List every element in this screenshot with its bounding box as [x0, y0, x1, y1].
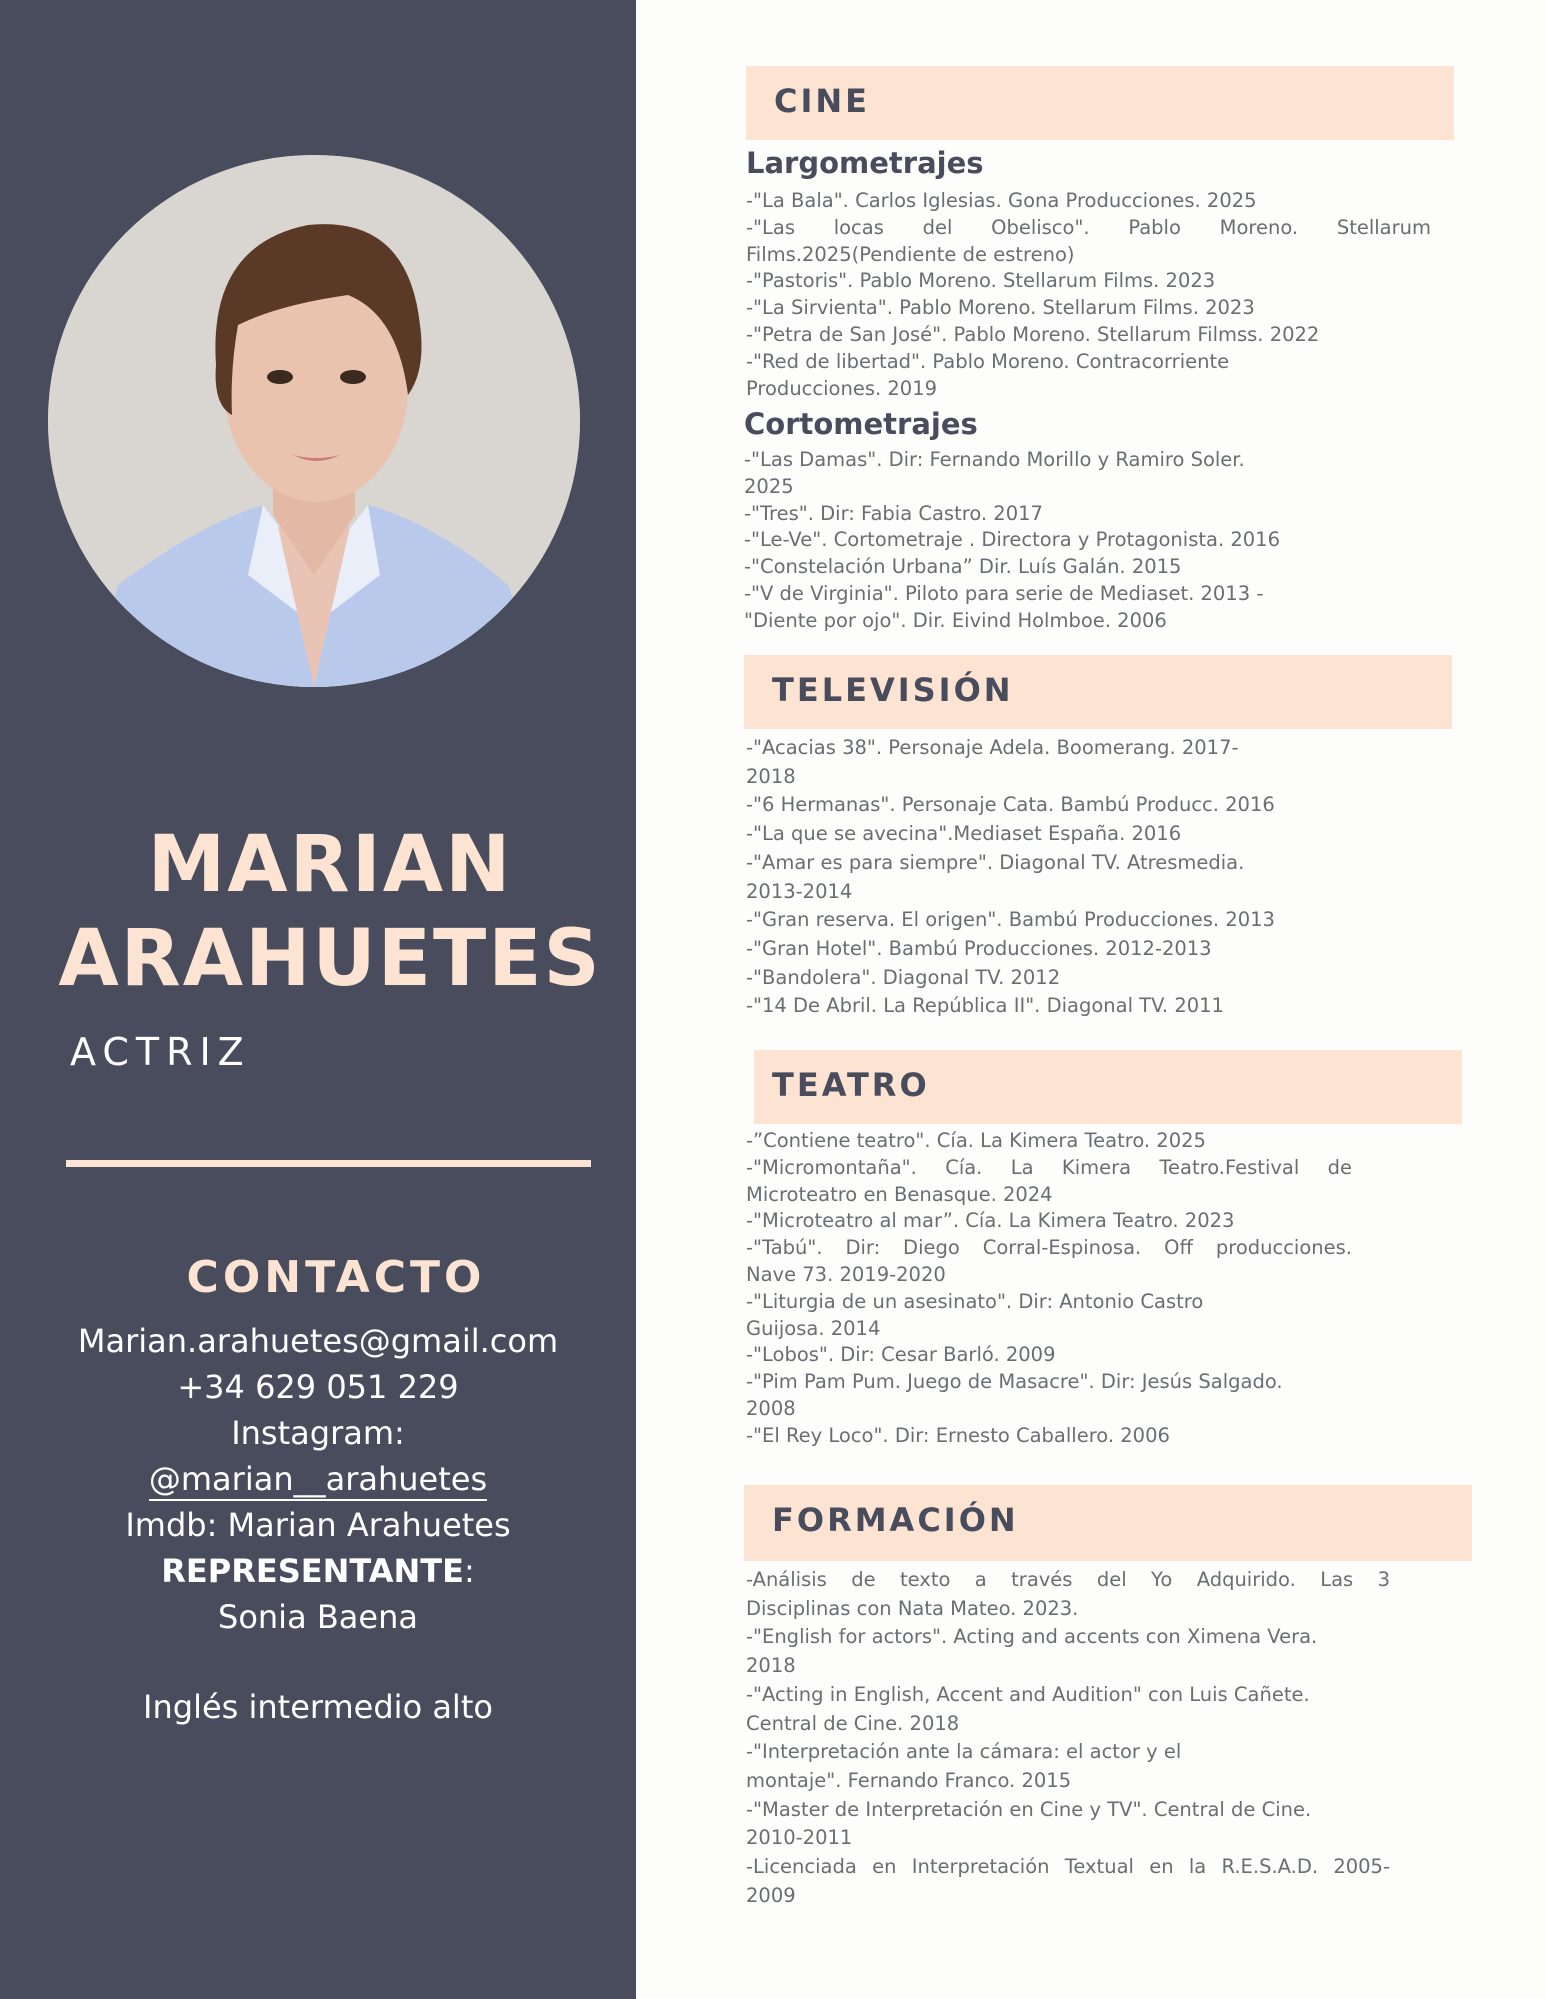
list-item: -"La Sirvienta". Pablo Moreno. Stellarum Films. 2023 — [746, 296, 1255, 320]
instagram-handle-link[interactable]: @marian__arahuetes — [149, 1459, 487, 1501]
list-item: -"Bandolera". Diagonal TV. 2012 — [746, 965, 1061, 989]
list-item: -"Tres". Dir: Fabia Castro. 2017 — [744, 501, 1043, 525]
section-header-formacion — [744, 1485, 1472, 1561]
imdb-link[interactable]: Imdb: Marian Arahuetes — [125, 1506, 511, 1544]
list-item: -"V de Virginia". Piloto para serie de Mediaset. 2013 - — [744, 581, 1264, 605]
contact-heading: CONTACTO — [186, 1252, 486, 1303]
list-item: -"English for actors". Acting and accents con Ximena Vera. — [746, 1625, 1318, 1649]
divider — [66, 1160, 591, 1167]
list-item: -"El Rey Loco". Dir: Ernesto Caballero. 2006 — [746, 1423, 1170, 1447]
instagram-label: Instagram: — [231, 1414, 405, 1452]
list-item: -"Gran reserva. El origen". Bambú Producciones. 2013 — [746, 908, 1275, 932]
list-item: Nave 73. 2019-2020 — [746, 1262, 946, 1286]
subsection-features: Largometrajes — [746, 146, 984, 180]
list-item: -Licenciada en Interpretación Textual en la R.E.S.A.D. 2005- — [746, 1855, 1390, 1879]
sidebar — [0, 0, 636, 1999]
formacion-list — [746, 1566, 1390, 1910]
section-header-television — [744, 655, 1452, 729]
list-item: -"Las Damas". Dir: Fernando Morillo y Ramiro Soler. — [744, 448, 1245, 471]
list-item: -"Lobos". Dir: Cesar Barló. 2009 — [746, 1343, 1056, 1367]
list-item: -"Acting in English, Accent and Audition" con Luis Cañete. — [746, 1682, 1310, 1706]
list-item: 2013-2014 — [746, 879, 853, 903]
list-item: -"Red de libertad". Pablo Moreno. Contracorriente — [746, 349, 1230, 373]
features-list — [746, 188, 1431, 402]
section-title-cine: CINE — [774, 82, 871, 120]
list-item: 2008 — [746, 1396, 796, 1420]
representative-row — [0, 1548, 636, 1594]
list-item: -"Microteatro al mar”. Cía. La Kimera Teatro. 2023 — [746, 1209, 1235, 1233]
list-item: 2025 — [744, 474, 794, 498]
contact-email[interactable]: Marian.arahuetes@gmail.com — [77, 1322, 559, 1360]
list-item: -”Contiene teatro". Cía. La Kimera Teatro. 2025 — [746, 1129, 1206, 1152]
representative-name: Sonia Baena — [218, 1598, 418, 1636]
list-item: 2018 — [746, 1654, 796, 1678]
section-header-teatro — [754, 1050, 1462, 1124]
section-title-formacion: FORMACIÓN — [772, 1501, 1019, 1539]
role-title: ACTRIZ — [70, 1030, 251, 1074]
list-item: -"Interpretación ante la cámara: el actor y el — [746, 1740, 1182, 1764]
list-item: -"Amar es para siempre". Diagonal TV. Atresmedia. — [746, 850, 1245, 874]
television-list — [746, 734, 1431, 1021]
list-item: Central de Cine. 2018 — [746, 1711, 960, 1735]
list-item: Disciplinas con Nata Mateo. 2023. — [746, 1596, 1079, 1620]
list-item: -"Las locas del Obelisco". Pablo Moreno. Stellarum — [746, 215, 1431, 239]
section-title-television: TELEVISIÓN — [772, 671, 1014, 709]
list-item: -"Micromontaña". Cía. La Kimera Teatro.Festival de — [746, 1155, 1352, 1179]
list-item: -"Tabú". Dir: Diego Corral-Espinosa. Off producciones. — [746, 1236, 1352, 1260]
list-item: -"La Bala". Carlos Iglesias. Gona Producciones. 2025 — [746, 189, 1257, 212]
list-item: -"La que se avecina".Mediaset España. 2016 — [746, 822, 1182, 846]
list-item: Films.2025(Pendiente de estreno) — [746, 242, 1075, 266]
list-item: -"Acacias 38". Personaje Adela. Boomerang. 2017- — [746, 736, 1239, 759]
contact-block — [0, 1318, 636, 1730]
list-item: montaje". Fernando Franco. 2015 — [746, 1768, 1072, 1792]
representative-label: REPRESENTANTE — [161, 1552, 464, 1590]
list-item: -Análisis de texto a través del Yo Adquirido. Las 3 — [746, 1568, 1390, 1591]
list-item: -"Constelación Urbana” Dir. Luís Galán. 2015 — [744, 555, 1182, 579]
list-item: -"Liturgia de un asesinato". Dir: Antonio Castro — [746, 1289, 1204, 1313]
shorts-list — [744, 447, 1429, 635]
list-item: "Diente por ojo". Dir. Eivind Holmboe. 2006 — [744, 608, 1167, 632]
list-item: 2018 — [746, 764, 796, 788]
list-item: -"Master de Interpretación en Cine y TV". Central de Cine. — [746, 1797, 1312, 1821]
list-item: -"Gran Hotel". Bambú Producciones. 2012-2013 — [746, 936, 1212, 960]
name-last: ARAHUETES — [58, 914, 602, 1004]
profile-photo — [48, 155, 580, 687]
list-item: -"6 Hermanas". Personaje Cata. Bambú Producc. 2016 — [746, 793, 1275, 817]
section-header-cine — [746, 66, 1454, 140]
list-item: -"14 De Abril. La República II". Diagonal TV. 2011 — [746, 994, 1224, 1018]
list-item: -"Pim Pam Pum. Juego de Masacre". Dir: Jesús Salgado. — [746, 1370, 1283, 1394]
name-first: MARIAN — [147, 820, 513, 910]
contact-phone[interactable]: +34 629 051 229 — [177, 1368, 459, 1406]
list-item: -"Petra de San José". Pablo Moreno. Stellarum Filmss. 2022 — [746, 322, 1320, 346]
list-item: -"Le-Ve". Cortometraje . Directora y Protagonista. 2016 — [744, 528, 1280, 552]
list-item: 2010-2011 — [746, 1826, 853, 1850]
list-item: Microteatro en Benasque. 2024 — [746, 1182, 1053, 1206]
list-item: -"Pastoris". Pablo Moreno. Stellarum Films. 2023 — [746, 269, 1216, 293]
section-title-teatro: TEATRO — [772, 1066, 930, 1104]
list-item: Producciones. 2019 — [746, 376, 938, 400]
subsection-shorts: Cortometrajes — [744, 407, 978, 441]
list-item: 2009 — [746, 1883, 796, 1907]
teatro-list — [746, 1128, 1352, 1450]
representative-colon: : — [463, 1552, 475, 1590]
list-item: Guijosa. 2014 — [746, 1316, 881, 1340]
languages: Inglés intermedio alto — [143, 1688, 493, 1726]
